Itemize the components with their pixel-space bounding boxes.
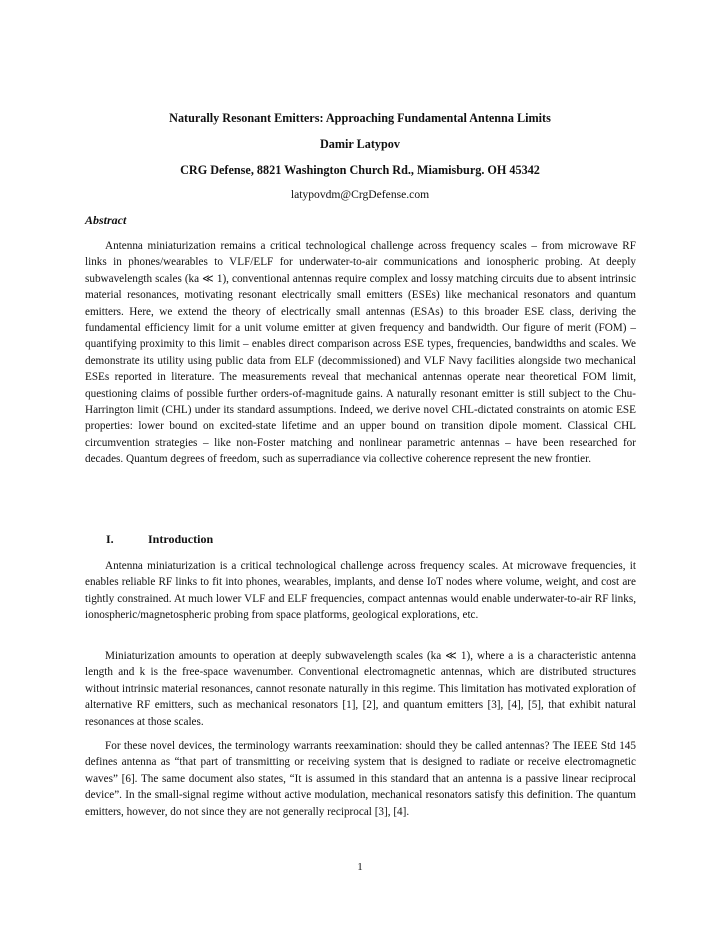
section-title: Introduction (148, 532, 214, 546)
paper-title: Naturally Resonant Emitters: Approaching Fundamental Antenna Limits (169, 111, 551, 125)
author-email[interactable]: latypovdm@CrgDefense.com (290, 188, 430, 201)
section-number: I. (106, 532, 114, 546)
author-affiliation: CRG Defense, 8821 Washington Church Rd., Miamisburg. OH 45342 (180, 163, 540, 177)
intro-paragraph-2: Miniaturization amounts to operation at deeply subwavelength scales (ka ≪ 1), where a is a characteristic antenna length and k is the free-space wavenumber. Conventional electromagnetic antennas, which are distributed structures without intrinsic material resonances, cannot resonate naturally in this regime. This limitation has motivated exploration of alternative RF emitters, such as mechanical resonators [1], [2], and quantum emitters [3], [4], [5], that exhibit natural resonances at those scales. (85, 650, 636, 728)
abstract-text: Antenna miniaturization remains a critical technological challenge across frequency scales – from microwave RF links in phones/wearables to VLF/ELF for underwater-to-air communications and ionospheric probing. At deeply subwavelength scales (ka ≪ 1), conventional antennas require complex and lossy matching circuits due to absent intrinsic material resonances, motivating resonant electrically small emitters (ESEs) like mechanical resonators and quantum emitters. Here, we extend the theory of electrically small antennas (ESAs) to this broader ESE class, deriving the fundamental efficiency limit for a unit volume emitter at given frequency and bandwidth. Our figure of merit (FOM) – quantifying proximity to this limit – enables direct comparison across ESE types, frequencies, bandwidths and scales. We demonstrate its utility using public data from ELF (decommissioned) and VLF Navy facilities alongside two mechanical ESEs reported in literature. The measurements reveal that mechanical antennas operate near theoretical FOM limit, questioning claims of possible further orders-of-magnitude gains. A naturally resonant emitter is still subject to the Chu-Harrington limit (CHL) under its standard assumptions. Indeed, we derive novel CHL-dictated constraints on atomic ESE properties: lower bound on excited-state lifetime and an upper bound on transition dipole moment. Classical CHL circumvention strategies – like non-Foster matching and nonlinear parametric antennas – have been researched for decades. Quantum degrees of freedom, such as superradiance via collective coherence represent the new frontier. (85, 240, 636, 466)
intro-paragraph-1: Antenna miniaturization is a critical technological challenge across frequency scales. At microwave frequencies, it enables reliable RF links to fit into phones, wearables, implants, and dense IoT nodes where volume, weight, and cost are tightly constrained. At much lower VLF and ELF frequencies, compact antennas would enable underwater-to-air RF links, ionospheric/magnetospheric probing from space platforms, geological explorations, etc. (85, 560, 636, 622)
author-name: Damir Latypov (319, 137, 400, 151)
intro-paragraph-3: For these novel devices, the terminology warrants reexamination: should they be called antennas? The IEEE Std 145 defines antenna as “that part of transmitting or receiving system that is designed to radiate or receive electromagnetic waves” [6]. The same document also states, “It is assumed in this standard that an antenna is a passive linear reciprocal device”. In the small-signal regime without active modulation, mechanical resonators satisfy this definition. The quantum emitters, however, do not since they are not generally reciprocal [3], [4]. (85, 740, 636, 818)
page-number: 1 (357, 861, 363, 873)
section-heading-introduction (106, 531, 213, 547)
abstract-heading: Abstract (85, 213, 127, 227)
